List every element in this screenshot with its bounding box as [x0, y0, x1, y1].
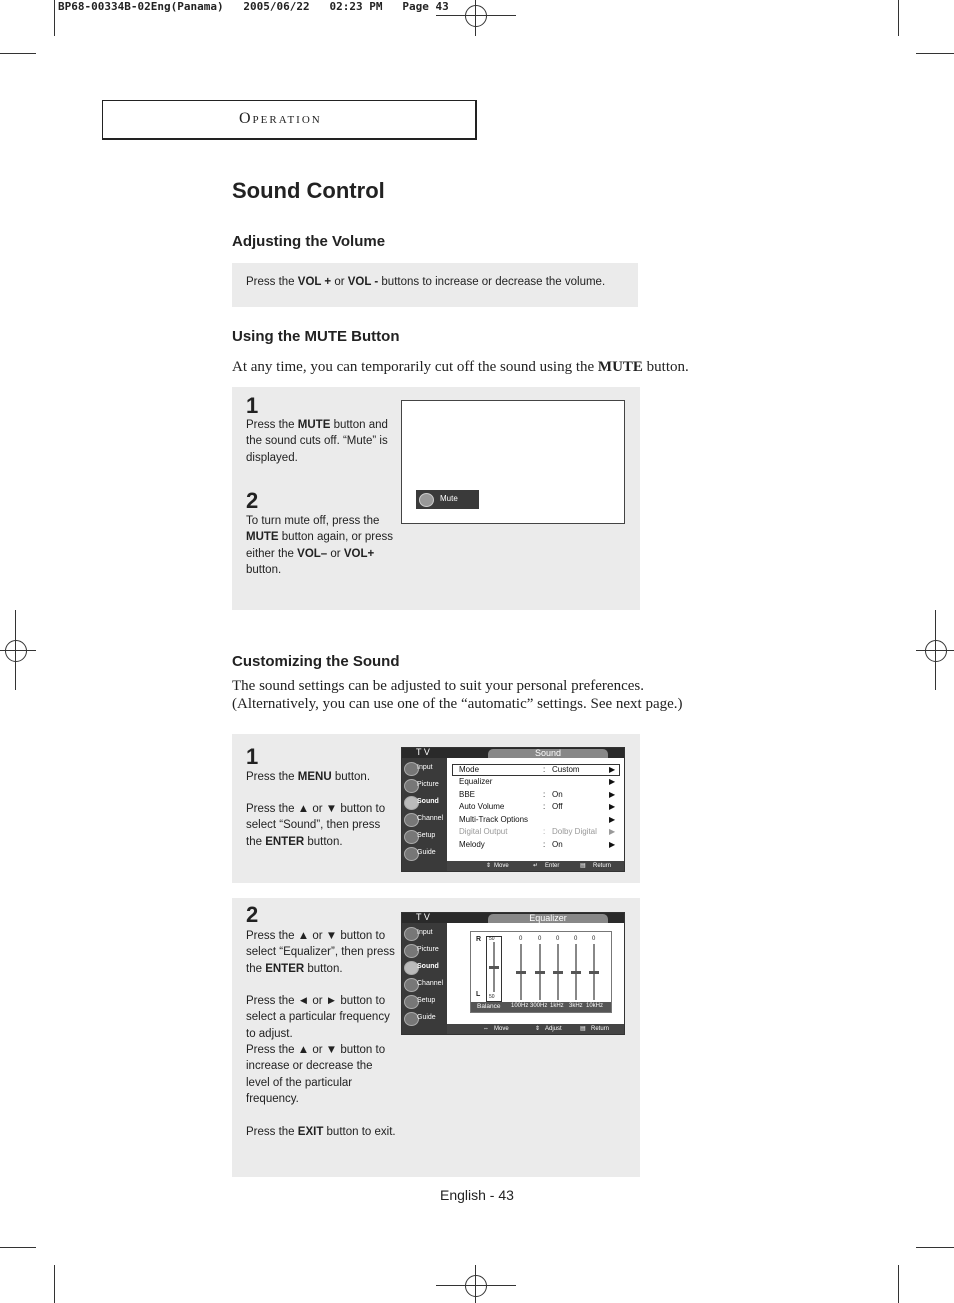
- volume-heading: Adjusting the Volume: [232, 233, 386, 250]
- crop-mark: [916, 1247, 954, 1248]
- row-colon: :: [543, 802, 546, 811]
- row-value: Custom: [552, 765, 580, 774]
- menu-key: MENU: [297, 771, 332, 783]
- registration-mark: [5, 640, 27, 662]
- band-label: 1kHz: [550, 1003, 564, 1009]
- sidebar-item-input: [402, 925, 447, 942]
- enter-key: ENTER: [265, 962, 305, 975]
- crop-mark: [0, 1247, 36, 1248]
- mute-osd-label: Mute: [440, 494, 458, 503]
- footer-move: Move: [494, 1026, 509, 1032]
- vol-minus-key: VOL–: [297, 547, 328, 560]
- tv-label: T V: [416, 912, 430, 922]
- arrow-right-icon: ▶: [609, 802, 616, 811]
- registration-mark: [925, 640, 947, 662]
- band-slider-knob: [589, 971, 599, 974]
- crop-mark: [54, 0, 55, 36]
- arrow-right-icon: ▶: [609, 790, 616, 799]
- balance-top-value: 50: [489, 936, 495, 942]
- row-label: Equalizer: [459, 777, 493, 786]
- band-value: 0: [538, 936, 542, 942]
- mute-step-2-a: To turn mute off, press the: [246, 515, 380, 527]
- sidebar-item-guide: [402, 1010, 447, 1027]
- mute-step-1-b: button and the sound cuts off. “Mute” is displayed.: [246, 419, 388, 464]
- enter-icon: ↵: [533, 863, 539, 869]
- sidebar-item-picture: [402, 777, 447, 794]
- band-label: 3kHz: [569, 1003, 583, 1009]
- return-icon: ▤: [580, 863, 586, 869]
- band-slider-knob: [571, 971, 581, 974]
- adjust-icon: ⇕: [535, 1026, 541, 1032]
- sidebar-item-label: Input: [417, 929, 433, 936]
- balance-top-label: R: [476, 936, 482, 943]
- sidebar-item-label: Setup: [417, 832, 436, 839]
- customize-step-1-text-2: [246, 801, 396, 850]
- band-slider-knob: [516, 971, 526, 974]
- sidebar-item-label: Guide: [417, 1014, 436, 1021]
- menu-footer: [447, 861, 624, 871]
- equalizer-menu-screen: [401, 912, 625, 1035]
- row-colon: :: [543, 827, 546, 836]
- sidebar-item-guide: [402, 845, 447, 862]
- mute-step-2-c: or: [327, 547, 344, 560]
- print-header: BP68-00334B-02Eng(Panama) 2005/06/22 02:23 PM Page 43: [58, 0, 449, 13]
- sidebar-item-input: [402, 760, 447, 777]
- band-label: 10kHz: [586, 1003, 604, 1009]
- band-slider-knob: [535, 971, 545, 974]
- sidebar-item-channel: [402, 811, 447, 828]
- balance-label: Balance: [477, 1003, 501, 1010]
- band-value: 0: [519, 936, 523, 942]
- band-value: 0: [574, 936, 578, 942]
- row-label: BBE: [459, 790, 476, 799]
- menu-sidebar: [402, 758, 447, 871]
- row-label: Auto Volume: [459, 802, 505, 811]
- sidebar-item-label: Sound: [417, 798, 439, 805]
- registration-mark-line: [436, 1285, 516, 1286]
- mute-key: MUTE: [297, 419, 331, 431]
- row-value: Dolby Digital: [552, 827, 597, 836]
- row-label: Digital Output: [459, 827, 508, 836]
- move-icon: ⇕: [486, 863, 492, 869]
- band-slider-knob: [553, 971, 563, 974]
- footer-enter: Enter: [545, 863, 560, 869]
- tv-label: T V: [416, 747, 430, 757]
- mute-osd: [416, 490, 479, 509]
- mute-step-2-d: button.: [246, 563, 282, 576]
- mute-step-2-text: [246, 513, 400, 578]
- sidebar-item-label: Picture: [417, 946, 439, 953]
- vol-plus-key: VOL+: [343, 547, 375, 560]
- page-number: English - 43: [440, 1187, 514, 1203]
- equalizer-panel: [470, 931, 612, 1013]
- mute-step-1-a: Press the: [246, 419, 298, 431]
- section-header-box: [102, 100, 477, 140]
- row-colon: :: [543, 840, 546, 849]
- customize-step-2-p4-b: button to exit.: [323, 1126, 396, 1138]
- balance-bottom-value: 50: [489, 994, 495, 1000]
- registration-mark-line: [0, 650, 36, 651]
- crop-mark: [916, 53, 954, 54]
- row-colon: :: [543, 765, 546, 774]
- volume-text-a: Press the: [246, 276, 298, 288]
- row-value: Off: [552, 802, 563, 811]
- sound-menu-screen: [401, 747, 625, 872]
- arrow-right-icon: ▶: [609, 765, 616, 774]
- customize-heading: Customizing the Sound: [232, 653, 400, 670]
- registration-mark: [465, 5, 487, 27]
- arrow-right-icon: ▶: [609, 840, 616, 849]
- mute-key: MUTE: [246, 531, 279, 544]
- customize-step-1-p2-a: Press the ▲ or ▼ button to select “Sound”, then press the: [246, 803, 386, 848]
- customize-step-2-text-1: [246, 928, 396, 977]
- balance-slider-knob: [489, 966, 499, 969]
- volume-instruction-text: [246, 276, 605, 288]
- registration-mark-line: [436, 15, 516, 16]
- customize-step-2-p1-b: button.: [304, 962, 343, 975]
- sidebar-item-setup: [402, 828, 447, 845]
- registration-mark: [465, 1275, 487, 1297]
- vol-minus-key: VOL -: [347, 276, 379, 288]
- footer-return: Return: [593, 863, 612, 869]
- sidebar-item-label: Channel: [417, 980, 444, 987]
- menu-top-bar: [402, 913, 624, 923]
- band-label: 100Hz: [511, 1003, 529, 1009]
- exit-key: EXIT: [297, 1126, 324, 1138]
- mute-heading: Using the MUTE Button: [232, 328, 400, 345]
- volume-text-or: or: [331, 276, 348, 288]
- row-label: Multi-Track Options: [459, 815, 529, 824]
- arrow-right-icon: ▶: [609, 827, 616, 836]
- row-colon: :: [543, 790, 546, 799]
- menu-footer: [447, 1024, 624, 1034]
- section-label: Operation: [239, 110, 322, 127]
- crop-mark: [0, 53, 36, 54]
- sidebar-item-channel: [402, 976, 447, 993]
- row-value: On: [552, 840, 563, 849]
- menu-sidebar: [402, 923, 447, 1034]
- band-value: 0: [556, 936, 560, 942]
- customize-step-1-text-1: [246, 769, 396, 785]
- customize-step-2-p1-a: Press the ▲ or ▼ button to select “Equalizer”, then press the: [246, 930, 395, 975]
- sidebar-item-label: Picture: [417, 781, 439, 788]
- customize-step-1-p1-a: Press the: [246, 771, 298, 783]
- mute-intro-key: MUTE: [597, 359, 643, 375]
- menu-top-bar: [402, 748, 624, 758]
- customize-step-1-p1-b: button.: [331, 771, 371, 783]
- sidebar-item-label: Guide: [417, 849, 436, 856]
- registration-mark-line: [475, 0, 476, 36]
- crop-mark: [54, 1265, 55, 1303]
- menu-tab-equalizer: Equalizer: [488, 914, 608, 923]
- customize-step-1-p2-b: button.: [304, 835, 343, 848]
- move-icon: ⇔: [483, 1026, 489, 1032]
- balance-bottom-label: L: [476, 991, 481, 998]
- customize-step-1-number: 1: [246, 744, 259, 769]
- row-label: Melody: [459, 840, 485, 849]
- mute-step-2-number: 2: [246, 488, 259, 513]
- footer-return: Return: [591, 1026, 610, 1032]
- sidebar-item-label: Setup: [417, 997, 436, 1004]
- arrow-right-icon: ▶: [609, 815, 616, 824]
- mute-intro-text-a: At any time, you can temporarily cut off the sound using the: [232, 359, 598, 375]
- page-title: Sound Control: [232, 178, 385, 203]
- customize-step-2-text-4: [246, 1124, 396, 1140]
- row-label: Mode: [459, 765, 480, 774]
- registration-mark-line: [916, 650, 954, 651]
- customize-step-2-text-3: Press the ▲ or ▼ button to increase or decrease the level of the particular frequency.: [246, 1044, 386, 1105]
- volume-instruction-box: [232, 263, 638, 307]
- enter-key: ENTER: [265, 835, 305, 848]
- sidebar-item-label: Input: [417, 764, 433, 771]
- customize-intro-line-2: (Alternatively, you can use one of the “automatic” settings. See next page.): [232, 696, 683, 712]
- sidebar-item-picture: [402, 942, 447, 959]
- volume-text-b: buttons to increase or decrease the volume.: [378, 276, 606, 288]
- mute-intro-text-b: button.: [642, 359, 689, 375]
- sidebar-item-label: Sound: [417, 963, 439, 970]
- sidebar-item-sound: [402, 959, 447, 976]
- footer-move: Move: [494, 863, 509, 869]
- sidebar-item-sound: [402, 794, 447, 811]
- customize-intro-line-1: The sound settings can be adjusted to suit your personal preferences.: [232, 678, 644, 694]
- footer-adjust: Adjust: [545, 1026, 562, 1032]
- registration-mark-line: [475, 1265, 476, 1303]
- return-icon: ▤: [580, 1026, 586, 1032]
- customize-step-2-text-2: Press the ◄ or ► button to select a particular frequency to adjust.: [246, 995, 390, 1040]
- menu-tab-sound: Sound: [488, 749, 608, 758]
- customize-step-2-p4-a: Press the: [246, 1126, 298, 1138]
- mute-step-1-text: [246, 417, 396, 466]
- sidebar-item-label: Channel: [417, 815, 444, 822]
- vol-plus-key: VOL +: [297, 276, 332, 288]
- sidebar-item-setup: [402, 993, 447, 1010]
- crop-mark: [898, 0, 899, 36]
- arrow-right-icon: ▶: [609, 777, 616, 786]
- mute-step-1-number: 1: [246, 393, 259, 418]
- mute-step-2-b: button again, or press either the: [246, 531, 394, 560]
- band-label: 300Hz: [530, 1003, 548, 1009]
- row-value: On: [552, 790, 563, 799]
- band-value: 0: [592, 936, 596, 942]
- mute-intro: [232, 358, 689, 376]
- customize-step-2-number: 2: [246, 902, 259, 927]
- mute-speaker-icon: [419, 493, 434, 507]
- crop-mark: [898, 1265, 899, 1303]
